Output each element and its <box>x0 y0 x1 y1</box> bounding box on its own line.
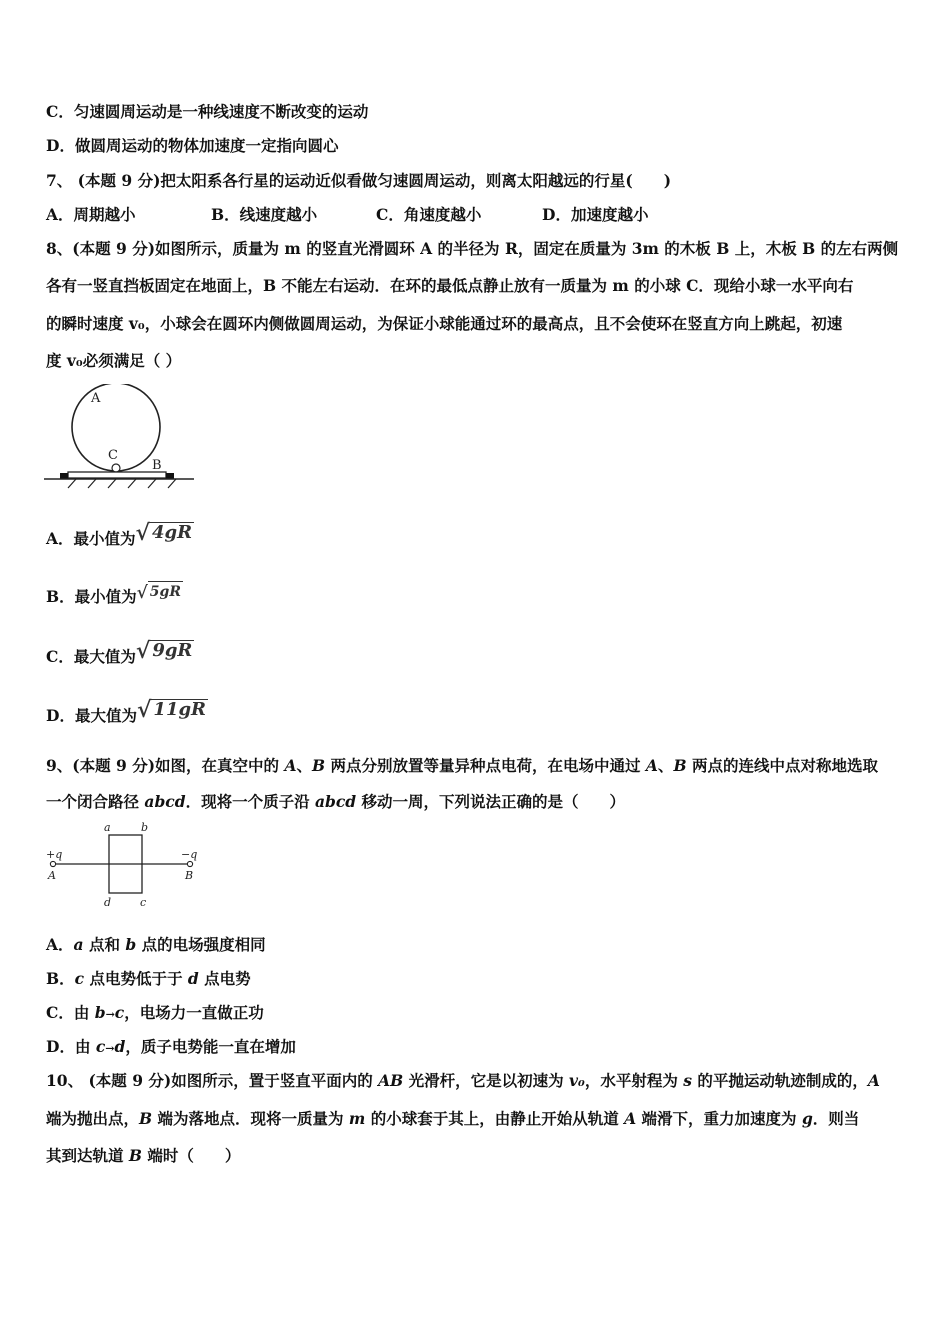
q8-stem-line-3: 的瞬时速度 v₀，小球会在圆环内侧做圆周运动，为保证小球能通过环的最高点，且不会使环在竖直方向上跳起，初速 <box>46 314 843 333</box>
label-point-a: A <box>48 869 56 882</box>
q9-option-c: C．由 b→c，电场力一直做正功 <box>46 1003 264 1022</box>
q7-option-a: A．周期越小 <box>46 205 136 224</box>
sqrt-expr: √ 9gR <box>135 638 193 664</box>
q7-option-c: C．角速度越小 <box>376 205 482 224</box>
label-point-b: B <box>185 869 194 882</box>
sqrt-expr: √ 11gR <box>136 697 207 723</box>
q8-stem-line-1: 8、(本题 9 分)如图所示，质量为 m 的竖直光滑圆环 A 的半径为 R，固定在质量为 3m 的木板 B 上，木板 B 的左右两侧 <box>46 239 899 258</box>
q8-stem-line-4: 度 v₀必须满足（ ） <box>46 351 182 370</box>
q8-stem-line-2: 各有一竖直挡板固定在地面上，B 不能左右运动．在环的最低点静止放有一质量为 m 的小球 C．现给小球一水平向右 <box>46 276 854 295</box>
sqrt-expr: √ 4gR <box>135 520 193 546</box>
ball-label-c: C <box>108 448 118 463</box>
point-a-charge <box>50 861 55 866</box>
ground-hatching <box>68 479 176 488</box>
label-minus-q: −q <box>181 848 198 861</box>
q10-stem-line-2: 端为抛出点，B 端为落地点．现将一质量为 m 的小球套于其上，由静止开始从轨道 A 端滑下，重力加速度为 g．则当 <box>46 1109 860 1128</box>
sqrt-expr: √ 5gR <box>136 583 181 603</box>
q8-option-c: C．最大值为√ 9gR <box>46 638 193 666</box>
q6-option-d: D．做圆周运动的物体加速度一定指向圆心 <box>46 136 339 155</box>
label-b: b <box>141 821 149 834</box>
q9-option-b: B．c 点电势低于于 d 点电势 <box>46 969 251 988</box>
q6-option-c: C．匀速圆周运动是一种线速度不断改变的运动 <box>46 102 369 121</box>
q9-option-d: D．由 c→d，质子电势能一直在增加 <box>46 1037 296 1056</box>
left-stop <box>60 473 68 479</box>
point-b-charge <box>187 861 192 866</box>
ball-c <box>112 464 120 472</box>
q8-option-d: D．最大值为√ 11gR <box>46 697 207 725</box>
q10-stem-line-3: 其到达轨道 B 端时（ ） <box>46 1146 241 1165</box>
label-d: d <box>104 896 112 909</box>
q7-stem: 7、 (本题 9 分)把太阳系各行星的运动近似看做匀速圆周运动，则离太阳越远的行星( ) <box>46 171 672 190</box>
label-a: a <box>104 821 111 834</box>
q7-options <box>46 205 906 225</box>
q9-option-a: A．a 点和 b 点的电场强度相同 <box>46 935 266 954</box>
q9-stem-line-1: 9、(本题 9 分)如图，在真空中的 A、B 两点分别放置等量异种点电荷，在电场中通过 A、B 两点的连线中点对称地选取 <box>46 756 878 775</box>
label-plus-q: +q <box>46 848 63 861</box>
q9-charge-diagram <box>44 820 206 912</box>
q7-option-d: D．加速度越小 <box>542 205 649 224</box>
q10-stem-line-1: 10、 (本题 9 分)如图所示，置于竖直平面内的 AB 光滑杆，它是以初速为 v₀，水平射程为 s 的平抛运动轨迹制成的，A <box>46 1071 880 1090</box>
right-stop <box>166 473 174 479</box>
q7-option-b: B．线速度越小 <box>211 205 318 224</box>
board-label-b: B <box>152 458 162 473</box>
q9-stem-line-2: 一个闭合路径 abcd．现将一个质子沿 abcd 移动一周，下列说法正确的是（ ） <box>46 792 626 811</box>
q8-option-b: B．最小值为√ 5gR <box>46 583 181 606</box>
q8-ring-diagram <box>44 384 196 492</box>
ring-label-a: A <box>91 391 101 406</box>
q8-option-a: A．最小值为√ 4gR <box>46 520 193 548</box>
label-c: c <box>140 896 147 909</box>
